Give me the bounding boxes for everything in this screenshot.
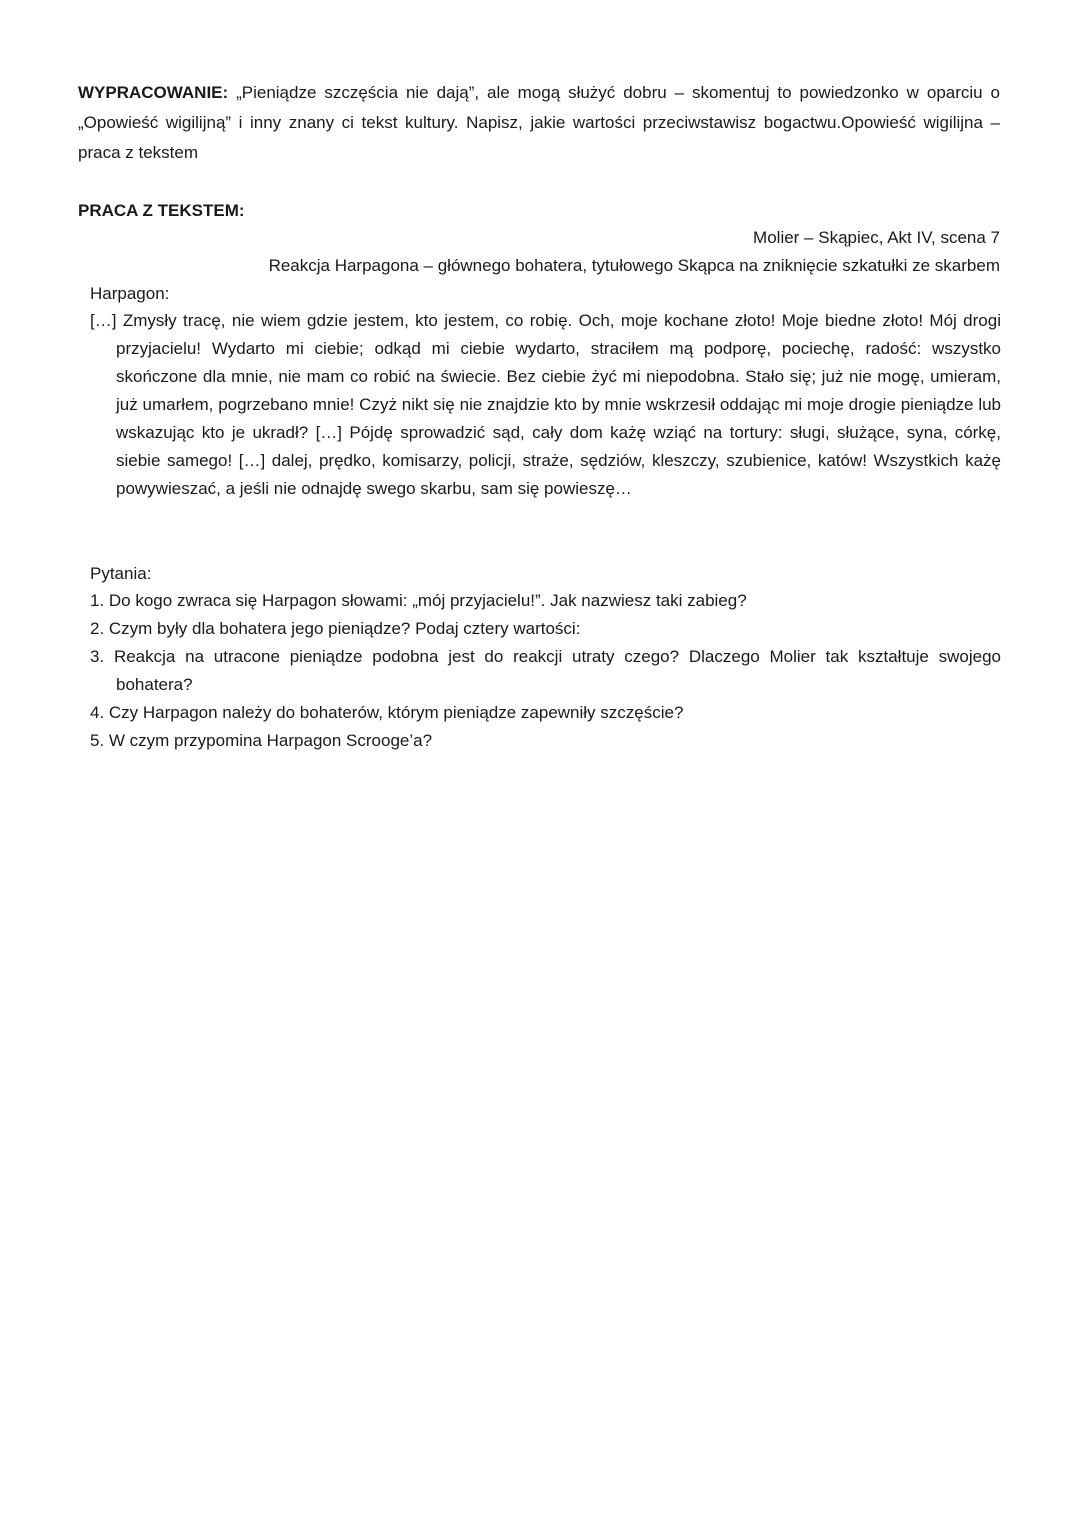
essay-label: WYPRACOWANIE: xyxy=(78,83,229,102)
speech-text: […] Zmysły tracę, nie wiem gdzie jestem, kto jestem, co robię. Och, moje kochane złoto! Moje biedne złoto! Mój drogi przyjacielu! Wydarto mi ciebie; odkąd mi ciebie wydarto, straciłem mą podporę, pociechę, radość: wszystko skończone dla mnie, nie mam co robić na świecie. Bez ciebie żyć mi niepodobna. Stało się; już nie mogę, umieram, już umarłem, pogrzebano mnie! Czyż nikt się nie znajdzie kto by mnie wskrzesił oddając mi moje drogie pieniądze lub wskazując kto je ukradł? […] Pójdę sprowadzić sąd, cały dom każę wziąć na tortury: sługi, służące, syna, córkę, siebie samego! […] dalej, prędko, komisarzy, policji, straże, sędziów, kleszczy, szubienice, katów! Wszystkich każę powywieszać, a jeśli nie odnajdę swego skarbu, sam się powieszę… xyxy=(90,311,1001,498)
source-citation: Molier – Skąpiec, Akt IV, scena 7 xyxy=(753,228,1000,247)
section-heading: PRACA Z TEKSTEM: xyxy=(78,201,245,220)
questions-heading: Pytania: xyxy=(90,564,152,583)
essay-text: „Pieniądze szczęścia nie dają”, ale mogą służyć dobru – skomentuj to powiedzonko w oparciu o „Opowieść wigilijną” i inny znany ci tekst kultury. Napisz, jakie wartości przeciwstawisz bogactwu.Opowieść wigilijna – praca z tekstem xyxy=(78,83,1000,162)
question-item: 1. Do kogo zwraca się Harpagon słowami: „mój przyjacielu!”. Jak nazwiesz taki zabieg? xyxy=(90,591,747,610)
question-item: 5. W czym przypomina Harpagon Scrooge’a? xyxy=(90,731,433,750)
speech-excerpt xyxy=(90,307,1001,503)
excerpt-intro: Reakcja Harpagona – głównego bohatera, tytułowego Skąpca na zniknięcie szkatułki ze skarbem xyxy=(268,256,1000,275)
question-item: 4. Czy Harpagon należy do bohaterów, którym pieniądze zapewniły szczęście? xyxy=(90,703,684,722)
question-item: 2. Czym były dla bohatera jego pieniądze? Podaj cztery wartości: xyxy=(90,619,581,638)
question-item: 3. Reakcja na utracone pieniądze podobna jest do reakcji utraty czego? Dlaczego Molier tak kształtuje swojego bohatera? xyxy=(90,647,1001,694)
questions-list xyxy=(90,587,1001,755)
speaker-name: Harpagon: xyxy=(90,284,170,303)
essay-assignment xyxy=(78,78,1000,168)
